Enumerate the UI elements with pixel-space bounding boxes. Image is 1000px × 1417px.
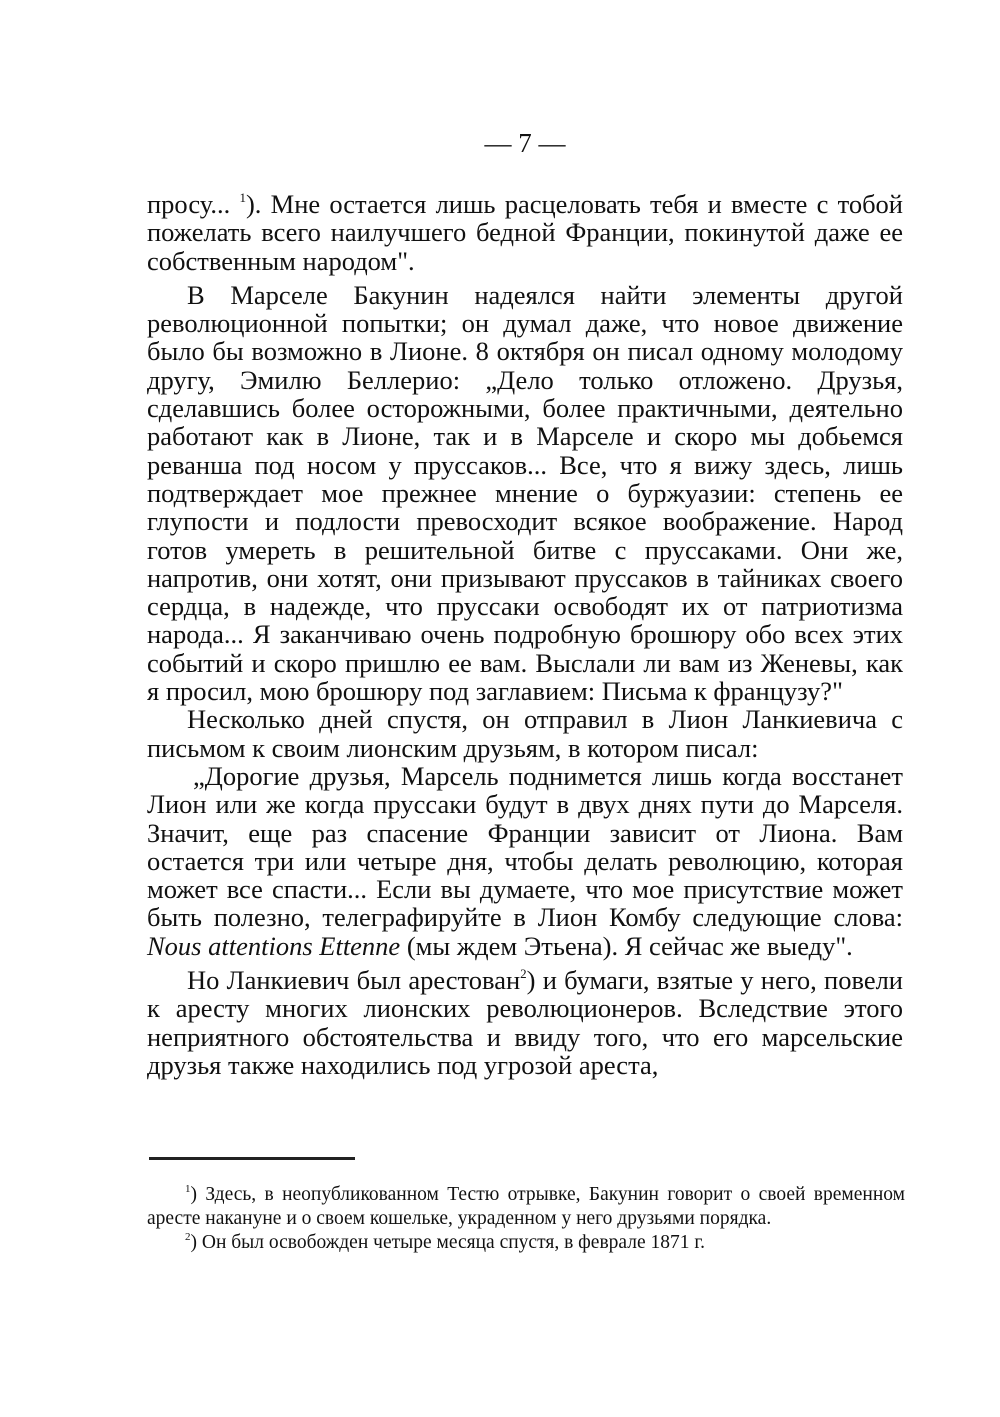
paragraph-arrest	[147, 966, 903, 1079]
footnote-ref-2[interactable]: 2	[520, 966, 527, 982]
paragraph-arrest-end: ) и бумаги, взятые у него, повели к аресту многих лионских революционеров. Вследствие этого неприятного обстоятельства и ввиду того, что его марсельские друзья также находились под угрозой ареста,	[147, 965, 903, 1080]
continuation-paragraph	[147, 190, 903, 275]
quote-letter	[147, 762, 903, 960]
footnote-divider	[149, 1157, 355, 1160]
footnote-1	[147, 1183, 905, 1231]
footnotes	[147, 1183, 905, 1255]
quote-letter-after: (мы ждем Этьена). Я сейчас же выеду".	[406, 930, 853, 961]
quote-letter-italic: Nous attentions Ettenne	[147, 930, 401, 961]
main-text	[147, 190, 903, 1079]
continuation-start: просу...	[147, 189, 231, 219]
paragraph-marseille-text: В Марселе Бакунин надеялся найти элементы другой революционной попытки; он думал даже, что новое движение было бы возможно в Лионе. 8 октября он писал одному молодому другу, Эмилю Беллерио: „Дело только отложено. Друзья, сделавшись более осторожными, более практичными, деятельно работают как в Лионе, так и в Марселе и скоро мы добьемся реванша под носом у пруссаков... Все, что я вижу здесь, лишь подтверждает мое прежнее мнение о буржуазии: степень ее глупости и подлости превосходит всякое воображение. Народ готов умереть в решительной битве с пруссаками. Они же, напротив, они хотят, они призывают пруссаков в тайниках своего сердца, в надежде, что пруссаки освободят их от патриотизма народа... Я заканчиваю очень подробную брошюру обо всех этих событий и скоро пришлю ее вам. Выслали ли вам из Женевы, как я просил, мою брошюру под заглавием: Письма к французу?"	[147, 279, 903, 707]
continuation-end: ). Мне остается лишь расцеловать тебя и вместе с тобой пожелать всего наилучшего бедной Франции, покинутой даже ее собственным народом".	[147, 189, 903, 276]
paragraph-lankievich	[147, 705, 903, 762]
footnote-1-mark: 1	[185, 1183, 191, 1195]
footnote-ref-1[interactable]: 1	[239, 190, 246, 205]
paragraph-arrest-start: Но Ланкиевич был арестован	[187, 965, 521, 996]
footnote-2-text: ) Он был освобожден четыре месяца спустя, в феврале 1871 г.	[190, 1232, 706, 1253]
footnote-2	[147, 1231, 905, 1255]
footnote-1-text: ) Здесь, в неопубликованном Тестю отрывке, Бакунин говорит о своей временном аресте накануне и о своем кошельке, украденном у него друзьями порядка.	[147, 1184, 905, 1229]
paragraph-lankievich-text: Несколько дней спустя, он отправил в Лион Ланкиевича с письмом к своим лионским друзьям, в котором писал:	[147, 704, 903, 763]
page-number: — 7 —	[484, 128, 566, 158]
quote-letter-text: „Дорогие друзья, Марсель поднимется лишь когда восстанет Лион или же когда пруссаки будут в двух днях пути до Марселя. Значит, еще раз спасение Франции зависит от Лиона. Вам остается три или четыре дня, чтобы делать революцию, которая может все спасти... Если вы думаете, что мое присутствие может быть полезно, телеграфируйте в Лион Комбу следующие слова:	[147, 760, 903, 933]
footnote-2-mark: 2	[185, 1231, 191, 1243]
paragraph-marseille	[147, 281, 903, 705]
